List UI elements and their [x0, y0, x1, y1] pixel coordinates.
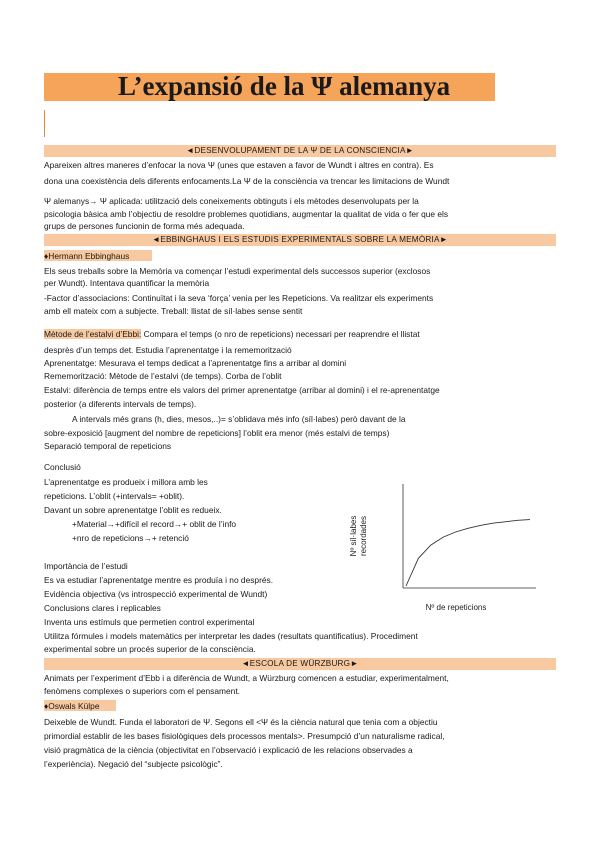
method-text: Compara el temps (o nro de repeticions) necessari per reaprendre el llistat: [141, 329, 420, 339]
y-axis-label-line2: recordades: [359, 515, 368, 557]
text-line: Es va estudiar l’aprenentatge mentre es produïa i no després.: [44, 575, 274, 585]
forgetting-curve-chart: [340, 478, 560, 628]
text-line: Inventa uns estímuls que permetien control experimental: [44, 617, 255, 627]
text-line: Separació temporal de repeticions: [44, 441, 172, 451]
section-header-consciencia: ◄DESENVOLUPAMENT DE LA Ψ DE LA CONSCIENCIA►: [44, 145, 556, 157]
text-cursor: [44, 110, 45, 137]
text-line: Ψ alemanys→ Ψ aplicada: utilització dels coneixements obtinguts i els mètodes desenvolupats per la: [44, 196, 419, 206]
text-line: Deixeble de Wundt. Funda el laboratori de Ψ. Segons ell <Ψ és la ciència natural que tenia com a objectiu: [44, 717, 438, 727]
text-line: Utilitza fórmules i models matemàtics per interpretar les dades (resultats quantificatius). Procediment: [44, 631, 418, 641]
text-line: +Material→+difícil el record→+ oblit de l’info: [72, 519, 237, 529]
text-line: Els seus treballs sobre la Memòria va començar l’estudi experimental dels successos superior (exclosos: [44, 266, 431, 276]
text-line: Animats per l’experiment d’Ebb i a diferència de Wundt, a Würzburg comencen a estudiar, experimentalment,: [44, 673, 449, 683]
text-line: posterior (a diferents intervals de temps).: [44, 399, 197, 409]
text-line: visió pragmàtica de la ciència (objectivitat en l’observació i explicació de les relacions observades a: [44, 745, 413, 755]
text-line: Rememorització: Mètode de l’estalvi (de temps). Corba de l’oblit: [44, 371, 282, 381]
chart-series-line: [406, 520, 530, 586]
text-line: l’experiència). Negació del “subjecte psicològic”.: [44, 759, 223, 769]
text-line: desprès d’un temps det. Estudia l’aprenentatge i la rememorització: [44, 345, 292, 355]
text-line: A intervals més grans (h, dies, mesos,..)= s’oblidava més info (síl·labes) però davant de la: [72, 414, 406, 424]
text-line: primordial establir de les bases fisiològiques dels processos mentals>. Presumpció d’un naturalisme radical,: [44, 731, 445, 741]
text-line: grups de persones funcionin de forma més adequada.: [44, 221, 245, 231]
page-title: L’expansió de la Ψ alemanya: [118, 71, 451, 101]
text-line: L’aprenentatge es produeix i millora amb les: [44, 477, 208, 487]
section-header-wurzburg: ◄ESCOLA DE WÜRZBURG►: [44, 658, 556, 670]
text-line: repeticions. L’oblit (+intervals= +oblit).: [44, 491, 185, 501]
text-line: [44, 329, 420, 340]
method-label: Mètode de l’estalvi d’Ebbi:: [44, 329, 142, 339]
text-line: Conclusions clares i replicables: [44, 603, 161, 613]
text-line: Aprenentatge: Mesurava el temps dedicat a l’aprenentatge fins a arribar al domini: [44, 358, 347, 368]
text-line: -Factor d’associacions: Continuïtat i la seva ‘força’ venia per les Repeticions. Va realitzar els experiments: [44, 293, 434, 303]
text-line: amb ell mateix com a subjecte. Treball: llistat de síl·labes sense sentit: [44, 306, 303, 316]
text-line: fenòmens complexes o superiors com el pensament.: [44, 686, 240, 696]
y-axis-label-line1: Nº síl·labes: [349, 515, 358, 557]
text-line: Davant un sobre aprenentatge l’oblit es redueix.: [44, 505, 222, 515]
text-line: sobre-exposició [augment del nombre de repeticions] l’oblit era menor (més estalvi de temps): [44, 428, 390, 438]
text-line: experimental sobre un procés superior de la consciència.: [44, 644, 256, 654]
text-line: dona una coexistència dels diferents enfocaments.La Ψ de la consciència va trencar les limitacions de Wundt: [44, 176, 450, 186]
text-line: Estalvi: diferència de temps entre els valors del primer aprenentatge (arribar al domini) i el re-aprenentatge: [44, 385, 440, 395]
importance-heading: Importància de l’estudi: [44, 561, 128, 571]
subheading-kulpe: ♦Oswals Külpe: [44, 701, 100, 711]
text-line: Evidència objectiva (vs introspecció experimental de Wundt): [44, 589, 268, 599]
section-header-ebbinghaus: ◄EBBINGHAUS I ELS ESTUDIS EXPERIMENTALS SOBRE LA MEMÒRIA►: [44, 234, 556, 246]
text-line: +nro de repeticions→+ retenció: [72, 533, 189, 543]
conclusion-heading: Conclusió: [44, 462, 81, 472]
x-axis-label: Nº de repeticions: [425, 603, 487, 612]
text-line: per Wundt). Intentava quantificar la memòria: [44, 278, 210, 288]
text-line: psicologia bàsica amb l’objectiu de resoldre problemes quotidians, augmentar la qualitat de vida o fer que els: [44, 209, 449, 219]
text-line: Apareixen altres maneres d’enfocar la nova Ψ (unes que estaven a favor de Wundt i altres en contra). Es: [44, 160, 434, 170]
subheading-ebbinghaus: ♦Hermann Ebbinghaus: [44, 251, 130, 261]
